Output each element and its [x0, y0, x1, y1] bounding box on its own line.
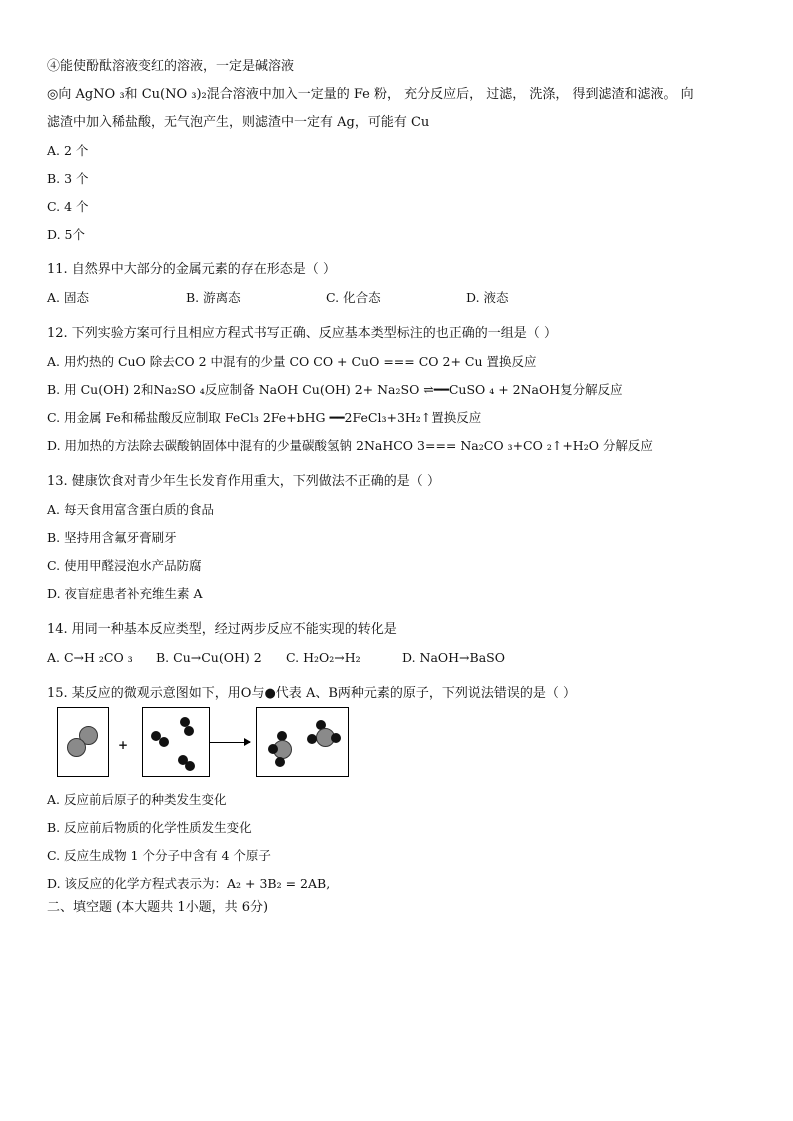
q14-option-a: A. C→H ₂CO ₃ — [47, 650, 133, 665]
q12-stem: 12. 下列实验方案可行且相应方程式书写正确、反应基本类型标注的也正确的一组是（ ） — [47, 326, 557, 341]
q13-option-a: A. 每天食用富含蛋白质的食品 — [47, 502, 214, 517]
atom-b — [159, 737, 169, 747]
q11-option-d: D. 液态 — [466, 290, 509, 305]
product-box — [256, 707, 349, 777]
reactant-box-1 — [57, 707, 109, 777]
q14-option-d: D. NaOH→BaSO — [402, 650, 505, 665]
atom-a — [67, 738, 86, 757]
plus-sign: + — [118, 738, 129, 752]
atom-b — [331, 733, 341, 743]
atom-b — [268, 744, 278, 754]
section-2-heading: 二、填空题 (本大题共 1小题，共 6分) — [47, 900, 269, 915]
atom-b — [275, 757, 285, 767]
q15-option-a: A. 反应前后原子的种类发生变化 — [47, 792, 227, 807]
statement-5-line2: 滤渣中加入稀盐酸，无气泡产生，则滤渣中一定有 Ag，可能有 Cu — [47, 115, 430, 130]
q14-stem: 14. 用同一种基本反应类型，经过两步反应不能实现的转化是 — [47, 622, 397, 637]
q12-option-d: D. 用加热的方法除去碳酸钠固体中混有的少量碳酸氢钠 2NaHCO 3=== Na₂CO ₃+CO ₂↑+H₂O 分解反应 — [47, 438, 653, 453]
q11-option-b: B. 游离态 — [186, 290, 241, 305]
q11-option-a: A. 固态 — [47, 290, 89, 305]
q15-option-d: D. 该反应的化学方程式表示为：A₂ + 3B₂ = 2AB, — [47, 876, 331, 891]
atom-b — [184, 726, 194, 736]
q10-option-c: C. 4 个 — [47, 199, 89, 214]
q13-option-c: C. 使用甲醛浸泡水产品防腐 — [47, 558, 202, 573]
q13-option-b: B. 坚持用含氟牙膏刷牙 — [47, 530, 177, 545]
reactant-box-2 — [142, 707, 210, 777]
q13-stem: 13. 健康饮食对青少年生长发育作用重大，下列做法不正确的是（ ） — [47, 474, 440, 489]
q12-option-c: C. 用金属 Fe和稀盐酸反应制取 FeCl₃ 2Fe+bHG ━━2FeCl₃+3H₂↑置换反应 — [47, 410, 482, 425]
q15-option-b: B. 反应前后物质的化学性质发生变化 — [47, 820, 252, 835]
q15-option-c: C. 反应生成物 1 个分子中含有 4 个原子 — [47, 848, 271, 863]
q13-option-d: D. 夜盲症患者补充维生素 A — [47, 586, 203, 601]
q14-option-b: B. Cu→Cu(OH) 2 — [156, 650, 262, 665]
atom-b — [307, 734, 317, 744]
q15-stem: 15. 某反应的微观示意图如下，用O与●代表 A、B两种元素的原子，下列说法错误的是（ ） — [47, 686, 577, 701]
q12-option-b: B. 用 Cu(OH) 2和Na₂SO ₄反应制备 NaOH Cu(OH) 2+ Na₂SO ⇌━━CuSO ₄ + 2NaOH复分解反应 — [47, 382, 623, 397]
statement-4: ④能使酚酞溶液变红的溶液，一定是碱溶液 — [47, 59, 295, 74]
q11-stem: 11. 自然界中大部分的金属元素的存在形态是（ ） — [47, 262, 336, 277]
q14-option-c: C. H₂O₂→H₂ — [286, 650, 361, 665]
q10-option-d: D. 5个 — [47, 227, 85, 242]
reaction-arrow — [210, 742, 250, 743]
atom-b — [185, 761, 195, 771]
q10-option-b: B. 3 个 — [47, 171, 89, 186]
statement-5-line1: ◎向 AgNO ₃和 Cu(NO ₃)₂混合溶液中加入一定量的 Fe 粉， 充分反应后， 过滤， 洗涤， 得到滤渣和滤液。 向 — [47, 87, 694, 102]
q10-option-a: A. 2 个 — [47, 143, 89, 158]
q11-option-c: C. 化合态 — [326, 290, 381, 305]
q12-option-a: A. 用灼热的 CuO 除去CO 2 中混有的少量 CO CO + CuO === CO 2+ Cu 置换反应 — [47, 354, 537, 369]
